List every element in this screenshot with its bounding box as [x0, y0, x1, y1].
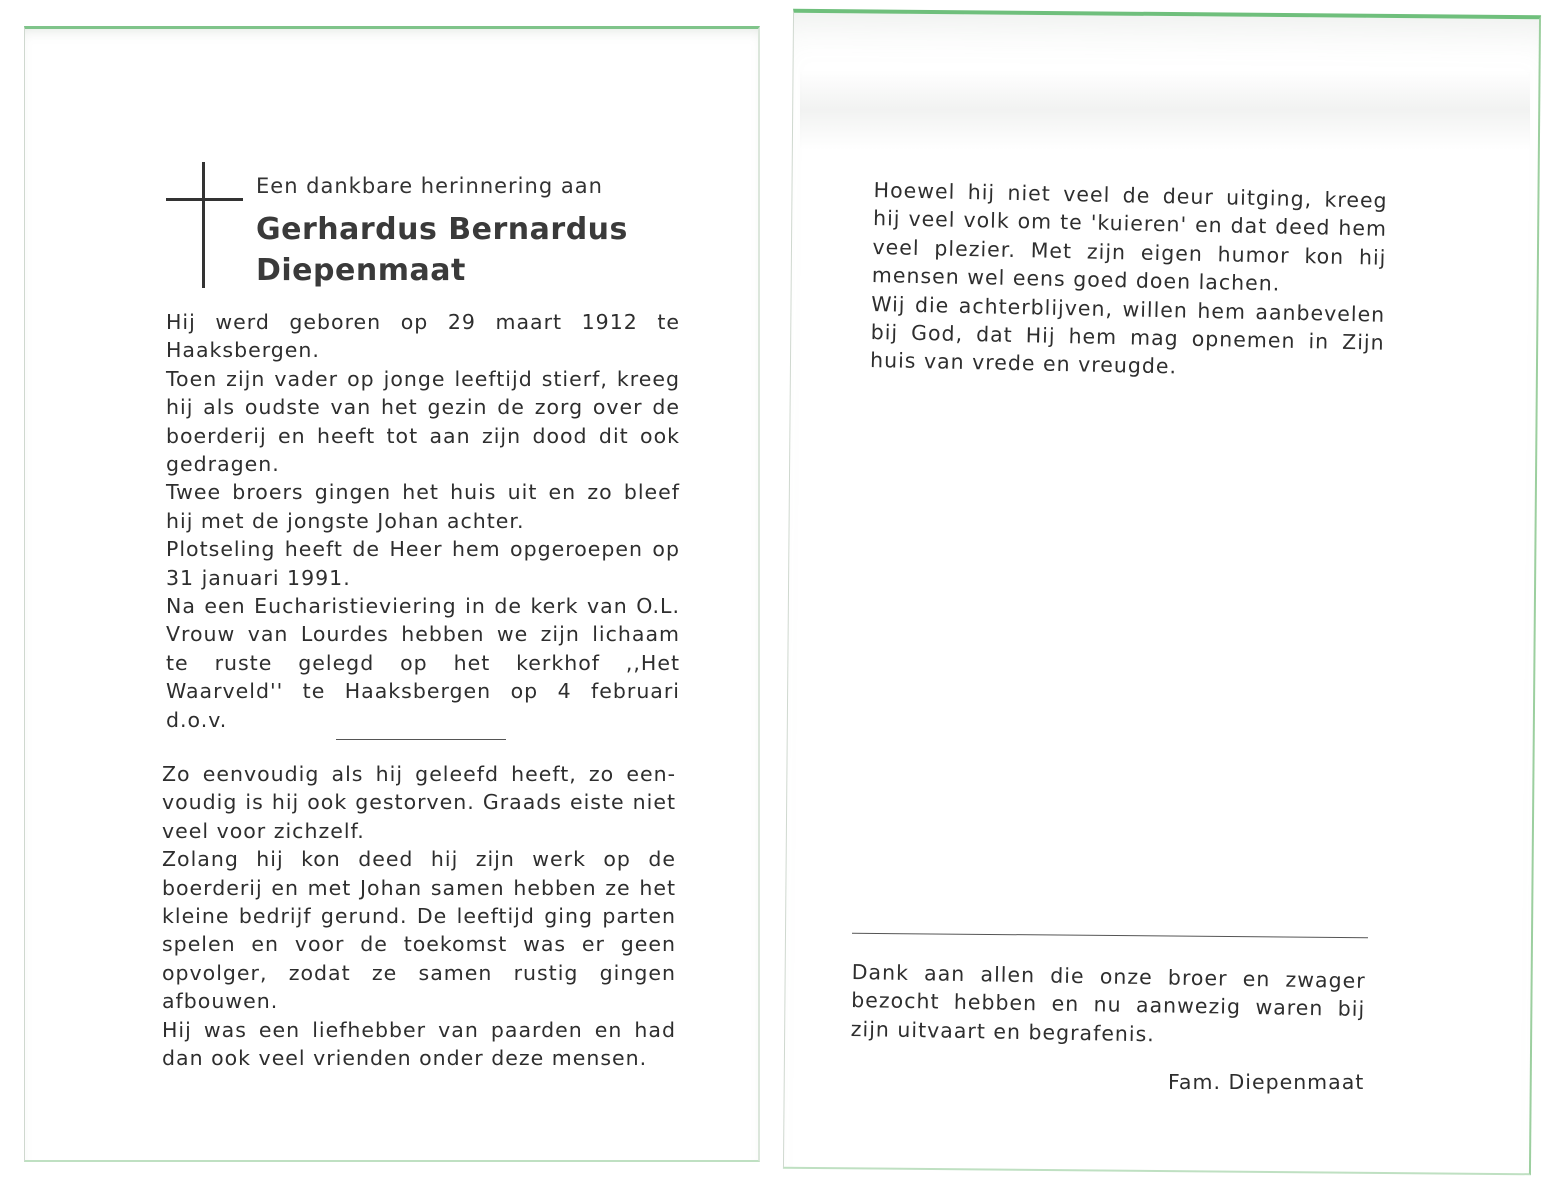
- remembrance-paragraph: Hoewel hij niet veel de deur uitging, kreeg hij veel volk om te 'kuieren' en dat deed hem veel plezier. Met zijn eigen humor kon hij mensen wel eens goed doen lachen.: [871, 177, 1388, 296]
- deceased-name-last: Diepenmaat: [256, 253, 466, 288]
- biography-paragraph: Hij werd geboren op 29 maart 1912 te Haaksbergen.: [166, 310, 680, 363]
- family-signature: Fam. Diepenmaat: [1168, 1070, 1365, 1094]
- character-paragraph: Hij was een liefhebber van paarden en had dan ook veel vrienden onder deze mensen.: [162, 1017, 676, 1071]
- remembrance-paragraph: Wij die achterblijven, willen hem aanbevelen bij God, dat Hij hem mag opnemen in Zijn huis van vrede en vreugde.: [869, 291, 1386, 379]
- section-divider: [336, 739, 506, 740]
- biography-paragraph: Plotseling heeft de Heer hem opgeroepen op 31 januari 1991.: [166, 537, 680, 590]
- thanks-text: [851, 958, 1366, 1052]
- biography-paragraph: Toen zijn vader op jonge leeftijd stierf, kreeg hij als oudste van het gezin de zorg over de boerderij en heeft tot aan zijn dood dit ook gedragen.: [166, 366, 680, 477]
- biography-paragraph: Twee broers gingen het huis uit en zo bleef hij met de jongste Johan achter.: [166, 480, 680, 533]
- remembrance-text: [870, 176, 1388, 386]
- biography-text: [166, 308, 680, 734]
- character-paragraph: Zolang hij kon deed hij zijn werk op de boerderij en met Johan samen hebben ze het kleine bedrijf gerund. De leeftijd ging parten spelen en voor de toekomst was er geen opvolger, zodat ze samen rustig gingen afbouwen.: [162, 847, 676, 1014]
- character-paragraph: Zo eenvoudig als hij geleefd heeft, zo een-voudig is hij ook gestorven. Graads eiste niet veel voor zichzelf.: [162, 762, 676, 843]
- biography-paragraph: Na een Eucharistieviering in de kerk van O.L. Vrouw van Lourdes hebben we zijn lichaam te ruste gelegd op het kerkhof ,,Het Waarveld'' te Haaksbergen op 4 februari d.o.v.: [166, 594, 680, 732]
- deceased-name-first: Gerhardus Bernardus: [256, 212, 628, 247]
- thanks-paragraph: Dank aan allen die onze broer en zwager bezocht hebben en nu aanwezig waren bij zijn uitvaart en begrafenis.: [850, 959, 1366, 1047]
- intro-line: Een dankbare herinnering aan: [256, 174, 603, 198]
- character-text: [162, 760, 676, 1072]
- cross-icon-vertical: [202, 162, 205, 288]
- cross-icon-horizontal: [166, 198, 243, 201]
